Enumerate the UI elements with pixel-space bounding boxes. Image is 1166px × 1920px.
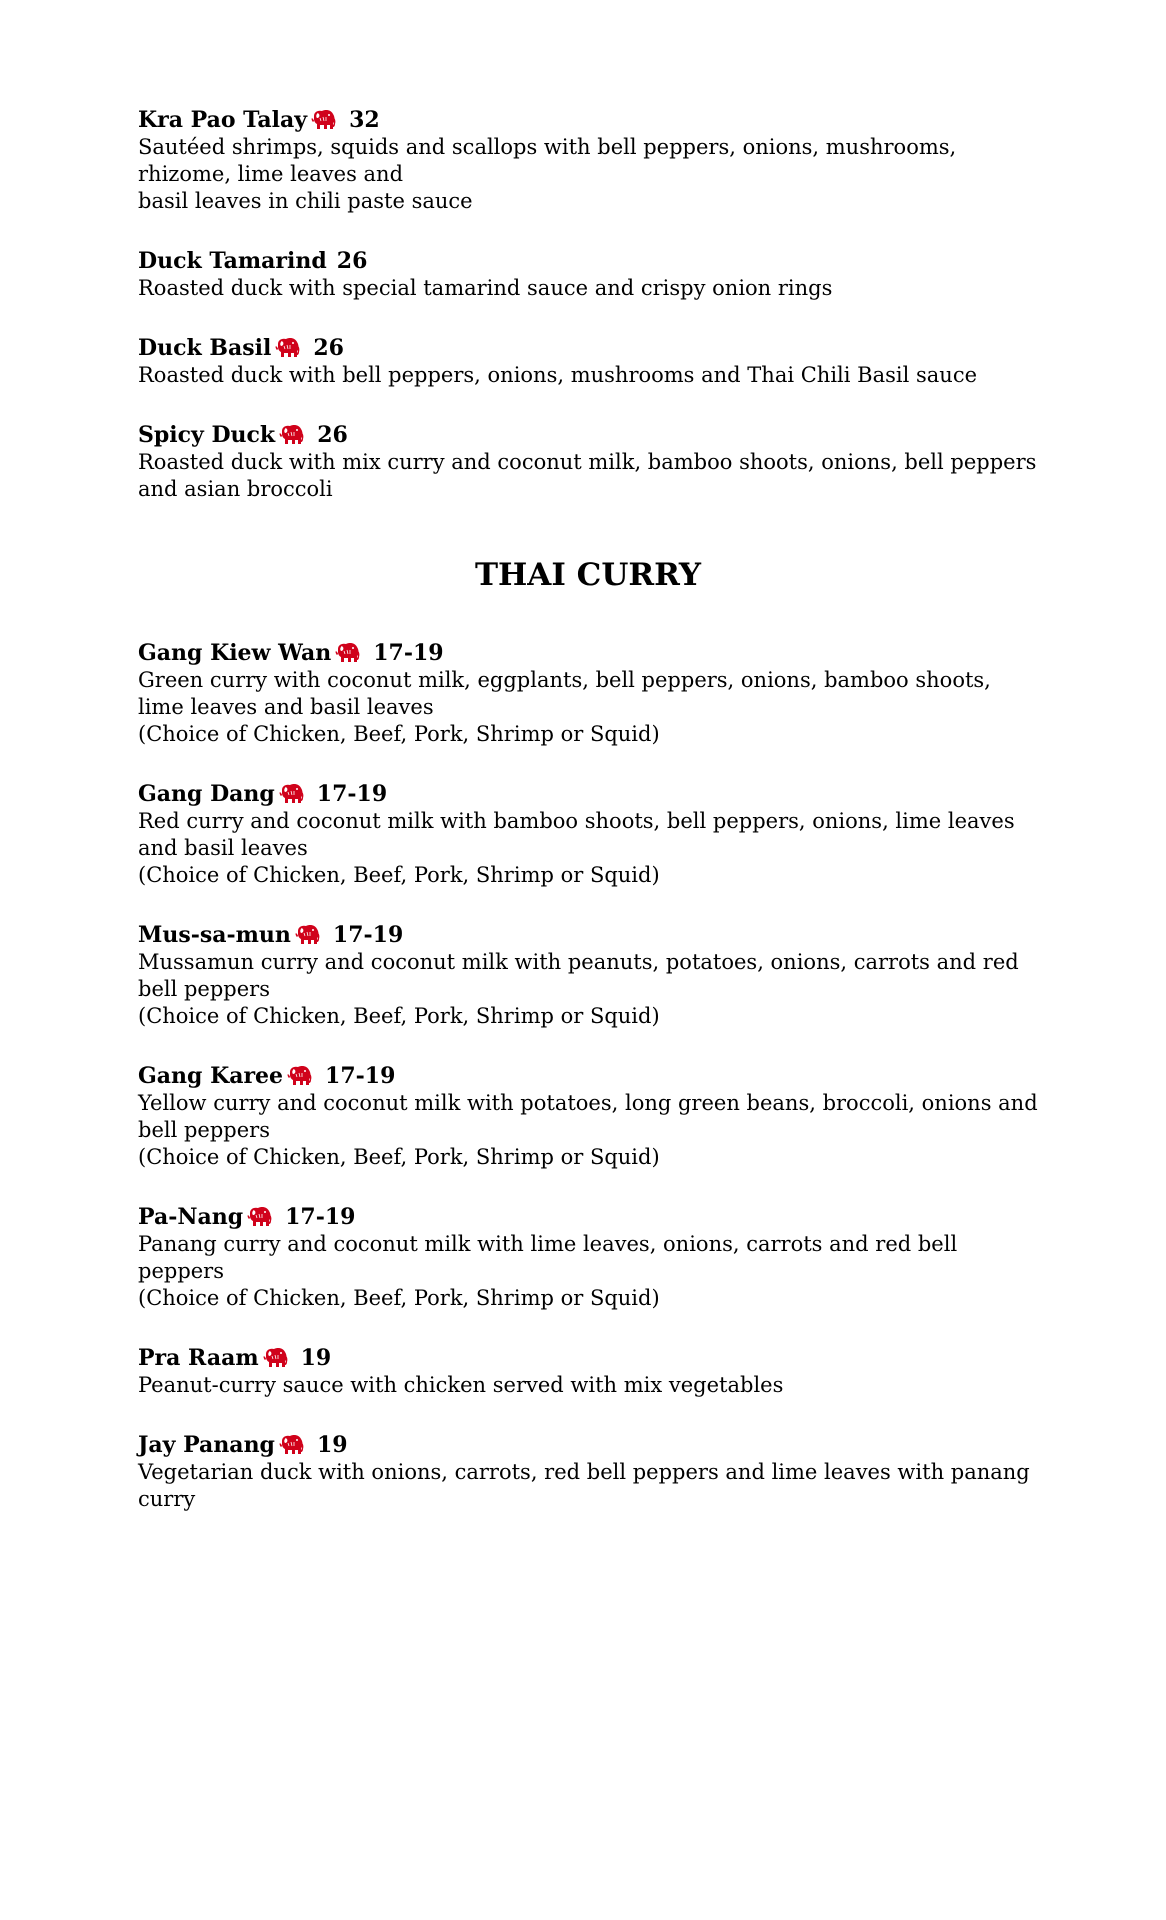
menu-item-description: [138, 275, 1038, 302]
menu-item-description: [138, 808, 1038, 889]
description-line: Red curry and coconut milk with bamboo shoots, bell peppers, onions, lime leaves and basil leaves: [138, 809, 1015, 860]
description-line: (Choice of Chicken, Beef, Pork, Shrimp or Squid): [138, 863, 660, 887]
menu-item-description: [138, 449, 1038, 503]
elephant-icon: [279, 782, 305, 806]
description-line: Peanut-curry sauce with chicken served with mix vegetables: [138, 1373, 784, 1397]
menu-item-name: Jay Panang: [138, 1432, 275, 1458]
menu-item-name: Gang Kiew Wan: [138, 640, 332, 666]
menu-item: [138, 780, 1038, 889]
menu-item-price: 19: [316, 1432, 348, 1458]
description-line: (Choice of Chicken, Beef, Pork, Shrimp or Squid): [138, 722, 660, 746]
menu-item-price: 17-19: [332, 922, 404, 948]
menu-item-price: 17-19: [373, 640, 444, 666]
menu-item-description: [138, 362, 1038, 389]
menu-item-description: [138, 134, 1038, 215]
menu-item-price: 26: [317, 422, 348, 448]
menu-page: [138, 106, 1038, 1545]
menu-item-price: 17-19: [316, 781, 388, 807]
description-line: (Choice of Chicken, Beef, Pork, Shrimp or Squid): [138, 1004, 660, 1028]
description-line: Yellow curry and coconut milk with potatoes, long green beans, broccoli, onions and bell peppers: [138, 1091, 1038, 1142]
elephant-icon: [335, 641, 361, 665]
menu-item: [138, 921, 1038, 1030]
menu-item: [138, 1203, 1038, 1312]
menu-item-name: Mus-sa-mun: [138, 922, 291, 948]
menu-item-title: [138, 1203, 1038, 1231]
description-line: Panang curry and coconut milk with lime leaves, onions, carrots and red bell peppers: [138, 1232, 958, 1283]
menu-item-title: [138, 921, 1038, 949]
menu-content: [138, 106, 1038, 1513]
description-line: Roasted duck with bell peppers, onions, mushrooms and Thai Chili Basil sauce: [138, 363, 978, 387]
description-line: (Choice of Chicken, Beef, Pork, Shrimp or Squid): [138, 1286, 660, 1310]
menu-item-description: [138, 1090, 1038, 1171]
elephant-icon: [287, 1064, 313, 1088]
description-line: (Choice of Chicken, Beef, Pork, Shrimp or Squid): [138, 1145, 660, 1169]
menu-item-price: 32: [349, 107, 380, 133]
menu-item: [138, 106, 1038, 215]
menu-item-name: Pa-Nang: [138, 1204, 244, 1230]
menu-item-description: [138, 667, 1038, 748]
menu-item-price: 26: [336, 248, 368, 274]
menu-item: [138, 639, 1038, 748]
menu-item-name: Duck Tamarind: [138, 248, 327, 274]
menu-item-name: Duck Basil: [138, 335, 272, 361]
menu-item-name: Gang Dang: [138, 781, 275, 807]
menu-item-name: Pra Raam: [138, 1345, 259, 1371]
menu-item: [138, 1062, 1038, 1171]
elephant-icon: [311, 108, 337, 132]
menu-item-description: [138, 1231, 1038, 1312]
menu-item-description: [138, 1372, 1038, 1399]
menu-item-title: [138, 780, 1038, 808]
menu-item-name: Kra Pao Talay: [138, 107, 308, 133]
section-heading: [138, 555, 1038, 595]
menu-item-title: [138, 421, 1038, 449]
menu-item-description: [138, 949, 1038, 1030]
menu-item-title: [138, 334, 1038, 362]
menu-item-title: [138, 1344, 1038, 1372]
menu-item: [138, 1431, 1038, 1513]
menu-item-price: 19: [300, 1345, 332, 1371]
menu-item-title: [138, 639, 1038, 667]
description-line: Sautéed shrimps, squids and scallops with bell peppers, onions, mushrooms, rhizome, lime leaves and: [138, 135, 957, 186]
section-heading-text: THAI CURRY: [474, 557, 702, 593]
menu-item-title: [138, 1431, 1038, 1459]
elephant-icon: [279, 423, 305, 447]
description-line: Mussamun curry and coconut milk with peanuts, potatoes, onions, carrots and red bell peppers: [138, 950, 1019, 1001]
elephant-icon: [275, 336, 301, 360]
menu-item-description: [138, 1459, 1038, 1513]
description-line: Roasted duck with mix curry and coconut milk, bamboo shoots, onions, bell peppers and asian broccoli: [138, 450, 1037, 501]
menu-item-title: [138, 106, 1038, 134]
elephant-icon: [247, 1205, 273, 1229]
description-line: Vegetarian duck with onions, carrots, red bell peppers and lime leaves with panang curry: [138, 1460, 1030, 1511]
menu-item-name: Spicy Duck: [138, 422, 276, 448]
menu-item-title: [138, 247, 1038, 275]
elephant-icon: [295, 923, 321, 947]
menu-item: [138, 1344, 1038, 1399]
menu-item: [138, 334, 1038, 389]
menu-item-title: [138, 1062, 1038, 1090]
menu-item: [138, 247, 1038, 302]
elephant-icon: [279, 1433, 305, 1457]
menu-item-price: 17-19: [285, 1204, 356, 1230]
menu-item-price: 17-19: [325, 1063, 396, 1089]
description-line: Green curry with coconut milk, eggplants, bell peppers, onions, bamboo shoots, lime leaves and basil leaves: [138, 668, 991, 719]
elephant-icon: [263, 1346, 289, 1370]
menu-item-price: 26: [313, 335, 344, 361]
menu-item-name: Gang Karee: [138, 1063, 284, 1089]
description-line: basil leaves in chili paste sauce: [138, 189, 473, 213]
menu-item: [138, 421, 1038, 503]
description-line: Roasted duck with special tamarind sauce and crispy onion rings: [138, 276, 833, 300]
